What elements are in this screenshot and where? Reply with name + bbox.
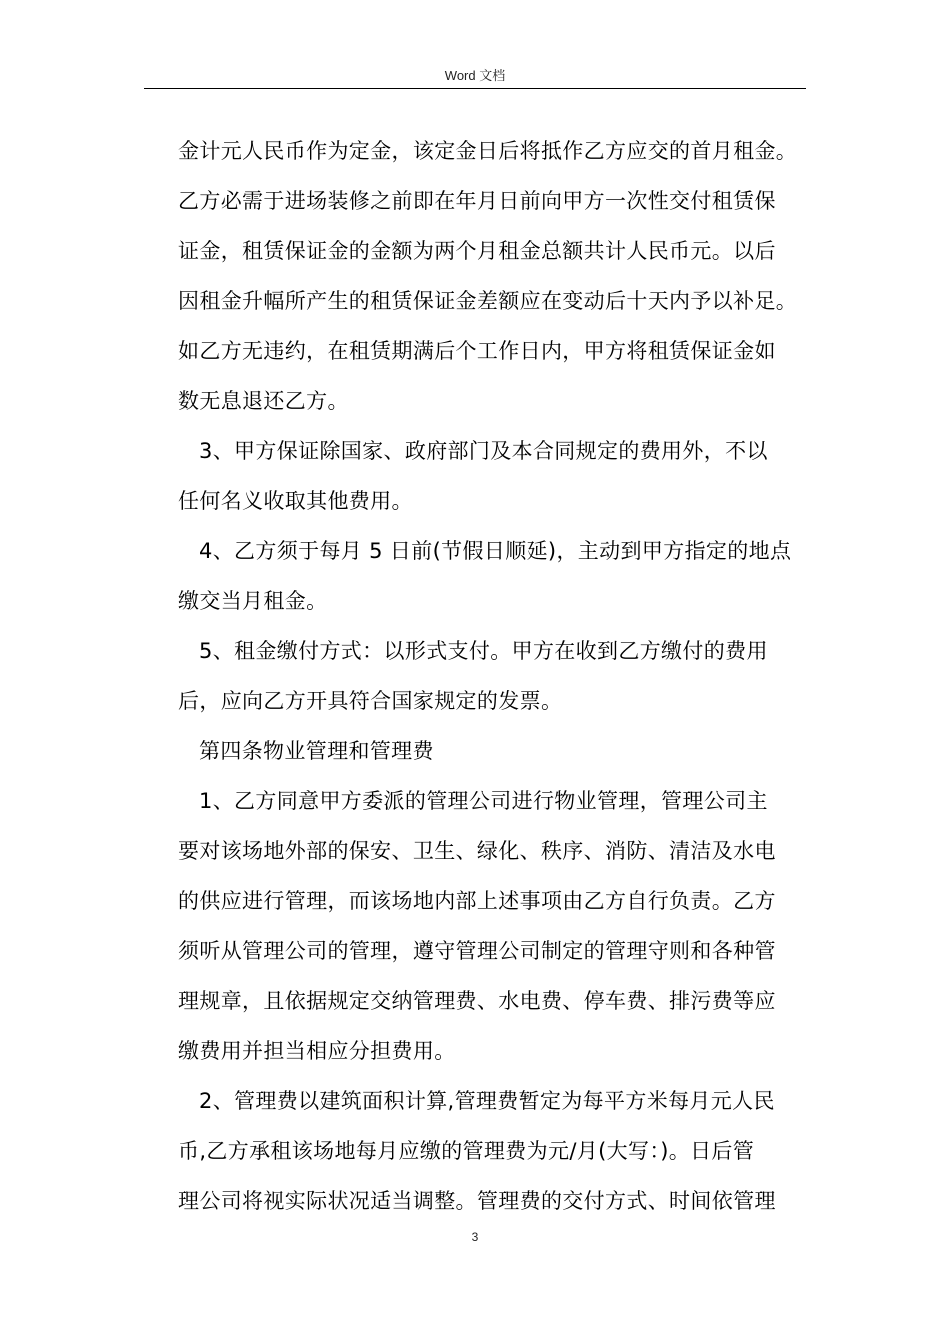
text-line: 缴交当月租金。: [178, 589, 328, 613]
text-line: 后，应向乙方开具符合国家规定的发票。: [178, 689, 563, 713]
text-line: 任何名义收取其他费用。: [178, 489, 413, 513]
text-line: 2、管理费以建筑面积计算,管理费暂定为每平方米每月元人民: [199, 1089, 775, 1113]
text-line: 第四条物业管理和管理费: [199, 739, 434, 763]
text-line: 理规章，且依据规定交纳管理费、水电费、停车费、排污费等应: [178, 989, 776, 1013]
text-line: 4、乙方须于每月 5 日前(节假日顺延)，主动到甲方指定的地点: [199, 539, 792, 563]
text-line: 因租金升幅所产生的租赁保证金差额应在变动后十天内予以补足。: [178, 289, 798, 313]
text-line: 证金，租赁保证金的金额为两个月租金总额共计人民币元。以后: [178, 239, 776, 263]
page-header: Word 文档: [444, 68, 506, 83]
text-line: 要对该场地外部的保安、卫生、绿化、秩序、消防、清洁及水电: [178, 839, 776, 863]
text-line: 3、甲方保证除国家、政府部门及本合同规定的费用外，不以: [199, 439, 768, 463]
text-line: 乙方必需于进场装修之前即在年月日前向甲方一次性交付租赁保: [178, 189, 776, 213]
text-line: 的供应进行管理，而该场地内部上述事项由乙方自行负责。乙方: [178, 889, 776, 913]
text-line: 须听从管理公司的管理，遵守管理公司制定的管理守则和各种管: [178, 939, 776, 963]
text-line: 理公司将视实际状况适当调整。管理费的交付方式、时间依管理: [178, 1189, 776, 1213]
text-line: 缴费用并担当相应分担费用。: [178, 1039, 456, 1063]
text-line: 金计元人民币作为定金，该定金日后将抵作乙方应交的首月租金。: [178, 139, 798, 163]
text-line: 如乙方无违约，在租赁期满后个工作日内，甲方将租赁保证金如: [178, 339, 776, 363]
text-line: 1、乙方同意甲方委派的管理公司进行物业管理，管理公司主: [199, 789, 768, 813]
text-line: 5、租金缴付方式：以形式支付。甲方在收到乙方缴付的费用: [199, 639, 768, 663]
text-line: 数无息退还乙方。: [178, 389, 349, 413]
document-body: [178, 126, 818, 1226]
text-line: 币,乙方承租该场地每月应缴的管理费为元/月(大写：)。日后管: [178, 1139, 755, 1163]
page-number: 3: [471, 1230, 479, 1244]
header-divider: [144, 88, 806, 89]
